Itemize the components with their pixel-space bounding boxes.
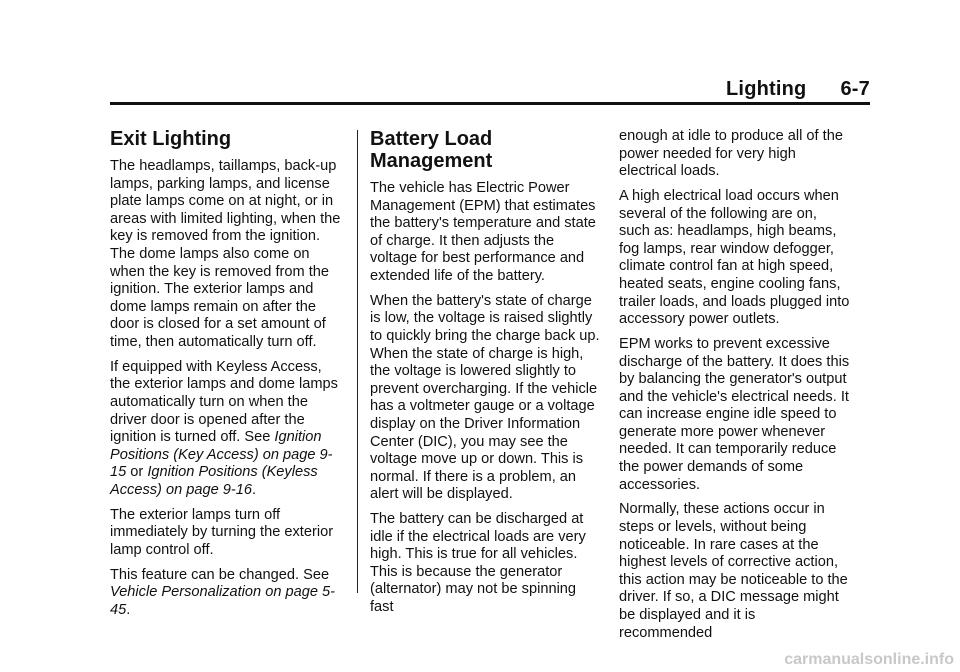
battery-paragraph-4: enough at idle to produce all of the power needed for very high electrical loads.: [619, 128, 843, 180]
text-span: This feature can be changed. See: [110, 566, 330, 583]
exit-lighting-paragraph-1: The headlamps, taillamps, back-up lamps, parking lamps, and license plate lamps come on at night, or in areas with limited lighting, when the key is removed from the ignition. The dome lamps also come on when the key is removed from the ignition. The exterior lamps and dome lamps remain on after the door is closed for a set amount of time, then automatically turn off.: [110, 158, 341, 350]
ignition-keyless-access-link[interactable]: Ignition Positions (Keyless Access) on page 9-16: [110, 464, 318, 498]
text-span: .: [251, 481, 257, 498]
exit-lighting-paragraph-3: The exterior lamps turn off immediately by turning the exterior lamp control off.: [110, 506, 334, 558]
section-title: Lighting: [726, 78, 807, 100]
exit-lighting-heading: Exit Lighting: [110, 128, 232, 150]
battery-paragraph-1: The vehicle has Electric Power Management (EPM) that estimates the battery's temperature and state of charge. It then adjusts the voltage for best performance and extended life of the battery.: [370, 180, 596, 284]
battery-paragraph-7: Normally, these actions occur in steps or levels, without being noticeable. In rare cases at the highest levels of corrective action, this action may be noticeable to the driver. If so, a DIC message might be displayed and it is recommended: [619, 501, 848, 641]
battery-paragraph-6: EPM works to prevent excessive discharge of the battery. It does this by balancing the generator's output and the vehicle's electrical needs. It can increase engine idle speed to generate more power whenever needed. It can temporarily reduce the power demands of some accessories.: [619, 335, 850, 493]
battery-paragraph-3: The battery can be discharged at idle if the electrical loads are very high. This is true for all vehicles. This is because the generator (alternator) may not be spinning fast: [370, 511, 586, 616]
column-2: [370, 128, 602, 624]
text-span: or: [126, 464, 148, 481]
battery-paragraph-5: A high electrical load occurs when several of the following are on, such as: headlamps, high beams, fog lamps, rear window defogger, climate control fan at high speed, heated seats, engine cooling fans, trailer loads, and loads plugged into accessory power outlets.: [619, 187, 850, 328]
ignition-key-access-link[interactable]: Ignition Positions (Key Access) on page 9-15: [110, 429, 333, 481]
page-header: [110, 78, 870, 104]
header-text: [726, 78, 870, 101]
exit-lighting-paragraph-4: [110, 567, 342, 620]
text-span: If equipped with Keyless Access, the exterior lamps and dome lamps automatically turn on when the driver door is opened after the ignition is turned off. See: [110, 358, 338, 446]
watermark-text: carmanualsonline.info: [784, 651, 954, 668]
text-span: .: [126, 601, 131, 618]
header-rule: [110, 102, 870, 105]
column-3: [619, 128, 851, 649]
battery-load-management-heading: Battery Load Management: [370, 128, 493, 172]
column-1: [110, 128, 342, 627]
column-divider: [357, 130, 358, 593]
vehicle-personalization-link[interactable]: Vehicle Personalization on page 5-45: [110, 584, 335, 618]
battery-paragraph-2: When the battery's state of charge is low, the voltage is raised slightly to quickly bring the charge back up. When the state of charge is high, the voltage is lowered slightly to prevent overcharging. If the vehicle has a voltmeter gauge or a voltage display on the Driver Information Center (DIC), you may see the voltage move up or down. This is normal. If there is a problem, an alert will be displayed.: [370, 292, 600, 503]
exit-lighting-paragraph-2: [110, 359, 342, 500]
page-number: 6-7: [840, 78, 870, 100]
